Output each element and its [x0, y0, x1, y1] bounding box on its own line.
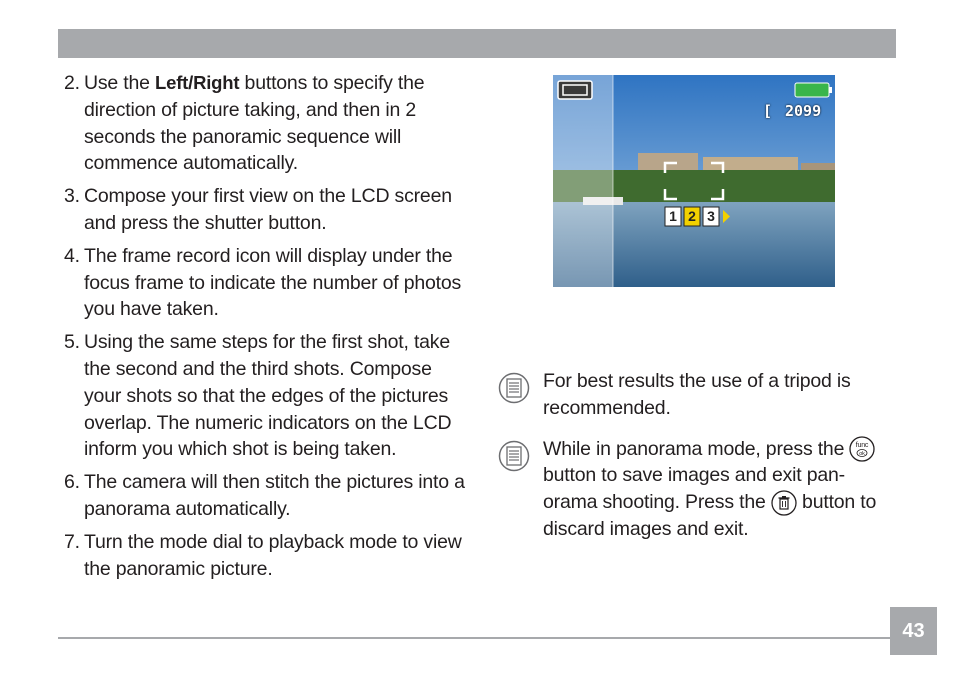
step-text: buttons to specify the direction of picture taking, and then in 2 seconds the panoramic sequence will commence automatically. [84, 72, 425, 175]
instruction-steps [64, 70, 474, 588]
step-6 [64, 469, 474, 523]
note-text-part3: button to discard images and exit. [543, 491, 877, 541]
trash-button-icon [771, 490, 797, 516]
frame-number-2: 2 [688, 208, 696, 224]
step-text-pre: Use the [84, 72, 156, 94]
step-4 [64, 243, 474, 323]
lcd-panorama-screen [553, 75, 835, 287]
page-number: 43 [890, 607, 937, 655]
step-number: 2. [64, 72, 80, 94]
header-bar [58, 29, 896, 58]
shot-count: 2099 [785, 102, 822, 120]
func-ok-button-icon [849, 436, 875, 462]
step-text: The frame record icon will display under the focus frame to indicate the number of photos you have taken. [84, 244, 462, 321]
step-text: Using the same steps for the first shot, take the second and the third shots. Compose your shots so that the edges of the pictures overlap. The numeric indicators on the LCD inform you which shot is being taken. [84, 331, 452, 461]
note-text: For best results the use of a tripod is recommended. [543, 370, 851, 419]
step-3 [64, 183, 474, 237]
step-5 [64, 329, 474, 463]
note-tripod [498, 368, 898, 422]
step-text: Turn the mode dial to playback mode to view the panoramic picture. [84, 530, 462, 580]
notes-section [498, 368, 898, 557]
step-number: 4. [64, 244, 80, 267]
footer-divider [58, 637, 890, 639]
note-text-part2: button to save images and exit pan-orama shooting. Press the [543, 464, 845, 514]
ok-label: ok [859, 451, 866, 458]
step-text: Compose your first view on the LCD screen and press the shutter button. [84, 185, 452, 234]
step-2 [64, 70, 474, 177]
overlap-region [553, 75, 613, 287]
frame-number-3: 3 [707, 208, 715, 224]
panorama-mode-icon [558, 81, 592, 99]
step-7 [64, 529, 474, 583]
step-number: 7. [64, 530, 80, 553]
left-right-label: Left/Right [155, 72, 240, 93]
note-icon [498, 372, 530, 404]
step-number: 6. [64, 471, 80, 494]
func-label: func [856, 442, 869, 450]
shot-count-bracket: [ [763, 102, 773, 120]
step-number: 3. [64, 185, 80, 208]
note-icon [498, 440, 530, 472]
battery-icon [795, 83, 832, 97]
frame-number-1: 1 [669, 208, 677, 224]
note-panorama-buttons [498, 436, 898, 543]
step-text: The camera will then stitch the pictures into a panorama automatically. [84, 471, 465, 520]
note-text-part1: While in panorama mode, press the [543, 437, 850, 460]
step-number: 5. [64, 331, 80, 354]
